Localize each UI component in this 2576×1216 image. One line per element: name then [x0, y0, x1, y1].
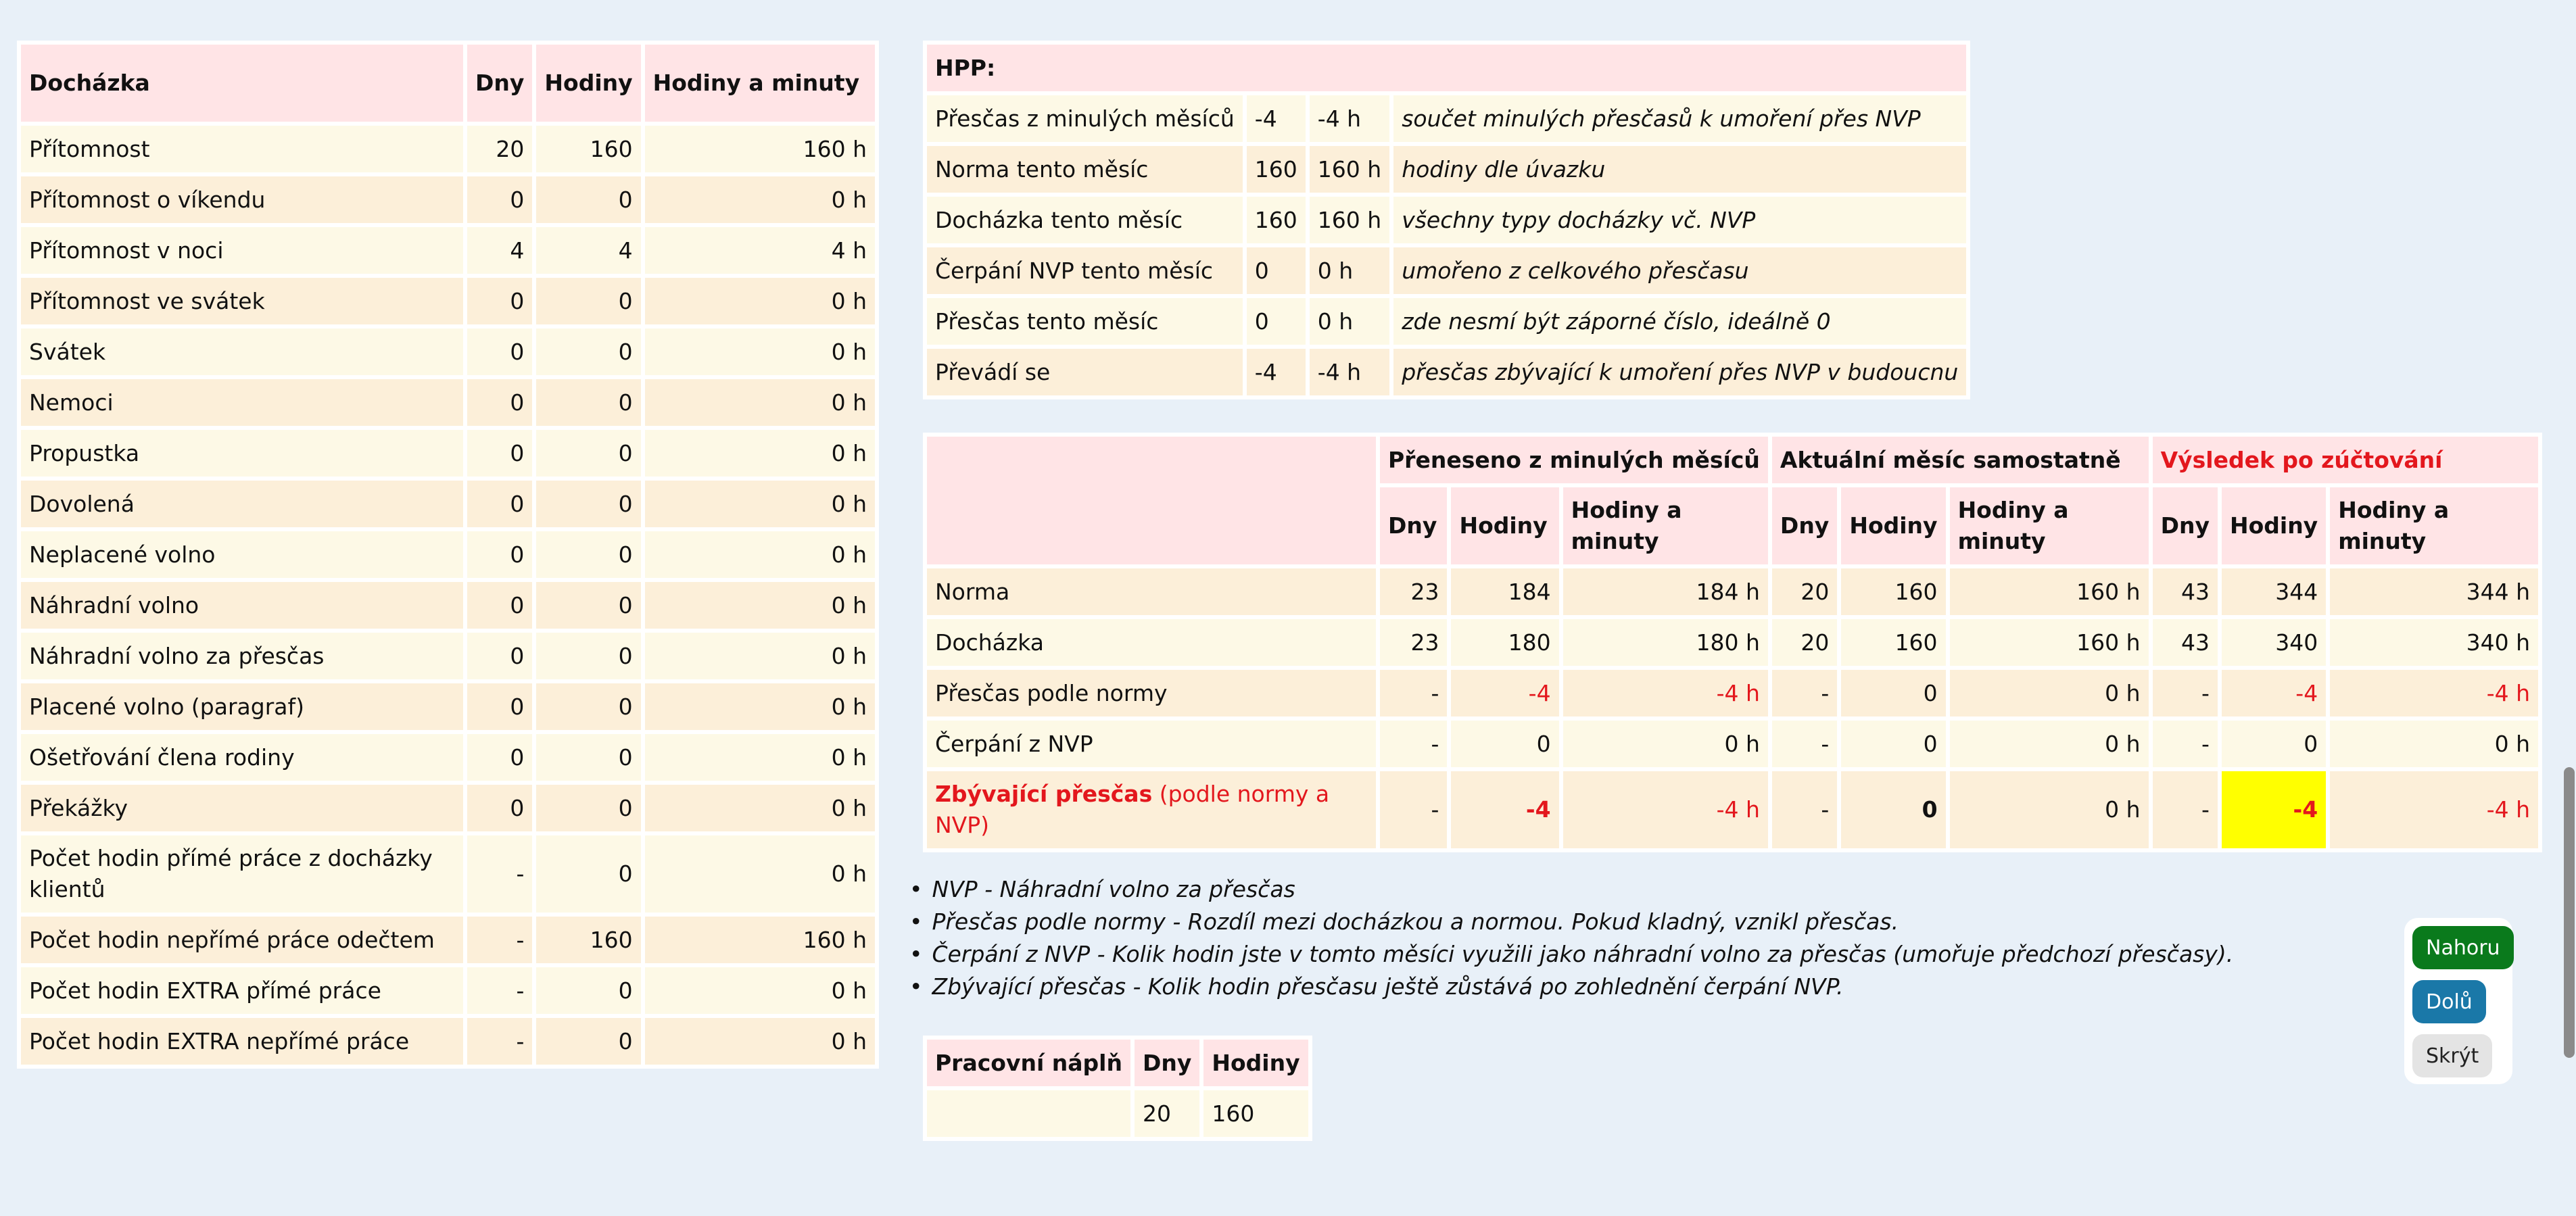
summary-group-result: Výsledek po zúčtování [2153, 437, 2538, 483]
attendance-row [21, 917, 875, 963]
workload-row [927, 1090, 1308, 1137]
summary-cell: 20 [1772, 619, 1837, 666]
remaining-label-bold: Zbývající přesčas [935, 781, 1153, 807]
attendance-header-hours: Hodiny [536, 45, 640, 122]
attendance-hm: 0 h [645, 582, 875, 629]
hpp-note: zde nesmí být záporné číslo, ideálně 0 [1393, 298, 1966, 345]
attendance-row [21, 126, 875, 172]
attendance-hm: 0 h [645, 734, 875, 781]
attendance-label: Přítomnost [21, 126, 463, 172]
summary-cell: 43 [2153, 619, 2218, 666]
summary-row [927, 568, 2538, 615]
summary-cell: 0 h [1950, 771, 2149, 848]
attendance-label: Přítomnost o víkendu [21, 176, 463, 223]
attendance-hm: 0 h [645, 967, 875, 1014]
attendance-days: 0 [467, 430, 532, 477]
workload-header-hours: Hodiny [1203, 1040, 1308, 1086]
attendance-label: Počet hodin nepřímé práce odečtem [21, 917, 463, 963]
summary-cell: 0 h [1950, 721, 2149, 767]
summary-label: Čerpání z NVP [927, 721, 1376, 767]
attendance-row [21, 633, 875, 679]
hpp-value: -4 [1247, 349, 1306, 395]
summary-cell: 184 [1451, 568, 1558, 615]
attendance-hm: 0 h [645, 430, 875, 477]
attendance-row [21, 734, 875, 781]
attendance-row [21, 582, 875, 629]
summary-corner [927, 437, 1376, 564]
summary-sub-hours: Hodiny [1841, 487, 1945, 564]
scroll-up-button[interactable]: Nahoru [2412, 926, 2514, 969]
summary-cell: -4 [2222, 771, 2326, 848]
attendance-hm: 0 h [645, 683, 875, 730]
attendance-days: 0 [467, 278, 532, 324]
attendance-hm: 0 h [645, 329, 875, 375]
summary-cell: 20 [1772, 568, 1837, 615]
summary-cell: 344 h [2330, 568, 2538, 615]
summary-cell: 0 [1841, 670, 1945, 716]
scrollbar-thumb[interactable] [2564, 767, 2575, 1058]
remaining-label-rest: (podle normy a NVP) [935, 781, 1330, 838]
attendance-days: 0 [467, 683, 532, 730]
summary-cell: 180 h [1563, 619, 1768, 666]
summary-label: Norma [927, 568, 1376, 615]
legend-item: • Zbývající přesčas - Kolik hodin přesčasu ještě zůstává po zohlednění čerpání NVP. [909, 971, 2233, 1003]
hpp-label: Přesčas tento měsíc [927, 298, 1243, 345]
summary-cell: 180 [1451, 619, 1558, 666]
attendance-hours: 0 [536, 278, 640, 324]
legend-item: • NVP - Náhradní volno za přesčas [909, 873, 2233, 906]
workload-label [927, 1090, 1130, 1137]
summary-sub-days: Dny [1380, 487, 1447, 564]
summary-cell: 160 [1841, 619, 1945, 666]
attendance-row [21, 967, 875, 1014]
hpp-hours: 0 h [1310, 298, 1389, 345]
hpp-value: 0 [1247, 298, 1306, 345]
attendance-label: Nemoci [21, 379, 463, 426]
attendance-hm: 160 h [645, 126, 875, 172]
attendance-hours: 0 [536, 531, 640, 578]
attendance-days: 0 [467, 633, 532, 679]
attendance-days: - [467, 835, 532, 913]
attendance-row [21, 227, 875, 274]
hpp-table [923, 41, 1970, 399]
attendance-row [21, 683, 875, 730]
summary-cell: 340 h [2330, 619, 2538, 666]
hpp-row [927, 298, 1966, 345]
hpp-value: 0 [1247, 247, 1306, 294]
hpp-hours: 160 h [1310, 197, 1389, 243]
summary-cell: 160 h [1950, 568, 2149, 615]
attendance-row [21, 379, 875, 426]
attendance-row [21, 430, 875, 477]
attendance-label: Přítomnost v noci [21, 227, 463, 274]
hpp-row [927, 146, 1966, 193]
attendance-days: - [467, 917, 532, 963]
summary-row [927, 619, 2538, 666]
summary-label: Přesčas podle normy [927, 670, 1376, 716]
hpp-label: Norma tento měsíc [927, 146, 1243, 193]
attendance-hours: 0 [536, 176, 640, 223]
hide-nav-button[interactable]: Skrýt [2412, 1034, 2492, 1077]
workload-header-label: Pracovní náplň [927, 1040, 1130, 1086]
scrollbar-track[interactable] [2561, 0, 2576, 1216]
attendance-hours: 0 [536, 785, 640, 831]
hpp-hours: -4 h [1310, 95, 1389, 142]
summary-cell: 23 [1380, 619, 1447, 666]
summary-cell: 0 h [1950, 670, 2149, 716]
attendance-hm: 0 h [645, 481, 875, 527]
attendance-table [17, 41, 879, 1069]
legend-list [909, 873, 2233, 1003]
legend-item: • Přesčas podle normy - Rozdíl mezi docházkou a normou. Pokud kladný, vznikl přesčas. [909, 906, 2233, 938]
attendance-days: 0 [467, 734, 532, 781]
attendance-hours: 0 [536, 430, 640, 477]
summary-cell: -4 h [1563, 771, 1768, 848]
attendance-row [21, 785, 875, 831]
attendance-hours: 0 [536, 633, 640, 679]
summary-sub-hm: Hodiny a minuty [1950, 487, 2149, 564]
attendance-header-label: Docházka [21, 45, 463, 122]
attendance-header-hm: Hodiny a minuty [645, 45, 875, 122]
summary-cell: - [1772, 721, 1837, 767]
summary-sub-hours: Hodiny [1451, 487, 1558, 564]
summary-cell: - [1380, 670, 1447, 716]
hpp-row [927, 95, 1966, 142]
summary-sub-days: Dny [2153, 487, 2218, 564]
hpp-row [927, 349, 1966, 395]
attendance-label: Placené volno (paragraf) [21, 683, 463, 730]
summary-cell: 0 [2222, 721, 2326, 767]
hpp-label: Docházka tento měsíc [927, 197, 1243, 243]
workload-header-days: Dny [1135, 1040, 1199, 1086]
attendance-row [21, 278, 875, 324]
summary-sub-hm: Hodiny a minuty [1563, 487, 1768, 564]
attendance-label: Počet hodin EXTRA nepřímé práce [21, 1018, 463, 1065]
scroll-down-button[interactable]: Dolů [2412, 980, 2486, 1023]
attendance-hours: 0 [536, 683, 640, 730]
attendance-days: 0 [467, 582, 532, 629]
attendance-days: 0 [467, 379, 532, 426]
summary-cell: 0 [1841, 721, 1945, 767]
legend-item: • Čerpání z NVP - Kolik hodin jste v tomto měsíci využili jako náhradní volno za přesčas (umořuje předchozí přesčasy). [909, 938, 2233, 971]
summary-cell: -4 h [2330, 670, 2538, 716]
hpp-label: Přesčas z minulých měsíců [927, 95, 1243, 142]
hpp-row [927, 247, 1966, 294]
summary-cell: 160 [1841, 568, 1945, 615]
attendance-hours: 0 [536, 967, 640, 1014]
summary-cell: - [1772, 771, 1837, 848]
attendance-label: Náhradní volno [21, 582, 463, 629]
scroll-nav-panel [2404, 918, 2512, 1084]
hpp-value: 160 [1247, 146, 1306, 193]
summary-cell: 23 [1380, 568, 1447, 615]
summary-cell: - [1772, 670, 1837, 716]
summary-label: Docházka [927, 619, 1376, 666]
attendance-hours: 0 [536, 329, 640, 375]
attendance-hm: 0 h [645, 1018, 875, 1065]
attendance-row [21, 835, 875, 913]
attendance-hours: 0 [536, 734, 640, 781]
summary-row [927, 670, 2538, 716]
summary-cell: 0 [1841, 771, 1945, 848]
attendance-label: Přítomnost ve svátek [21, 278, 463, 324]
summary-cell: 344 [2222, 568, 2326, 615]
attendance-hm: 0 h [645, 785, 875, 831]
workload-days: 20 [1135, 1090, 1199, 1137]
hpp-header-row [927, 45, 1966, 91]
summary-label [927, 771, 1376, 848]
summary-cell: - [1380, 721, 1447, 767]
attendance-hours: 4 [536, 227, 640, 274]
summary-cell: -4 h [1563, 670, 1768, 716]
summary-cell: -4 [2222, 670, 2326, 716]
attendance-label: Svátek [21, 329, 463, 375]
attendance-days: 0 [467, 481, 532, 527]
attendance-hours: 0 [536, 379, 640, 426]
attendance-days: 0 [467, 785, 532, 831]
attendance-hm: 0 h [645, 176, 875, 223]
attendance-header-row [21, 45, 875, 122]
summary-sub-days: Dny [1772, 487, 1837, 564]
attendance-hours: 0 [536, 582, 640, 629]
attendance-days: - [467, 1018, 532, 1065]
attendance-hm: 0 h [645, 531, 875, 578]
summary-cell: - [2153, 670, 2218, 716]
workload-header-row [927, 1040, 1308, 1086]
hpp-note: hodiny dle úvazku [1393, 146, 1966, 193]
attendance-hours: 160 [536, 917, 640, 963]
summary-group-row [927, 437, 2538, 483]
summary-cell: - [2153, 721, 2218, 767]
attendance-hours: 0 [536, 1018, 640, 1065]
summary-row-remaining [927, 771, 2538, 848]
attendance-row [21, 329, 875, 375]
hpp-value: 160 [1247, 197, 1306, 243]
hpp-note: součet minulých přesčasů k umoření přes NVP [1393, 95, 1966, 142]
hpp-value: -4 [1247, 95, 1306, 142]
attendance-hm: 0 h [645, 633, 875, 679]
attendance-days: 4 [467, 227, 532, 274]
attendance-label: Neplacené volno [21, 531, 463, 578]
hpp-title: HPP: [927, 45, 1966, 91]
attendance-days: 0 [467, 531, 532, 578]
summary-cell: 0 h [1563, 721, 1768, 767]
attendance-label: Ošetřování člena rodiny [21, 734, 463, 781]
summary-sub-hm: Hodiny a minuty [2330, 487, 2538, 564]
summary-cell: 184 h [1563, 568, 1768, 615]
attendance-hours: 0 [536, 481, 640, 527]
attendance-hm: 0 h [645, 379, 875, 426]
hpp-hours: 0 h [1310, 247, 1389, 294]
overtime-summary-table [923, 433, 2542, 852]
summary-group-carried: Přeneseno z minulých měsíců [1380, 437, 1768, 483]
attendance-hm: 0 h [645, 835, 875, 913]
attendance-days: 0 [467, 176, 532, 223]
summary-cell: 0 [1451, 721, 1558, 767]
attendance-label: Propustka [21, 430, 463, 477]
hpp-hours: -4 h [1310, 349, 1389, 395]
hpp-label: Převádí se [927, 349, 1243, 395]
attendance-row [21, 1018, 875, 1065]
hpp-note: všechny typy docházky vč. NVP [1393, 197, 1966, 243]
attendance-hours: 0 [536, 835, 640, 913]
attendance-label: Náhradní volno za přesčas [21, 633, 463, 679]
hpp-hours: 160 h [1310, 146, 1389, 193]
hpp-note: umořeno z celkového přesčasu [1393, 247, 1966, 294]
attendance-header-days: Dny [467, 45, 532, 122]
attendance-row [21, 531, 875, 578]
attendance-days: 20 [467, 126, 532, 172]
summary-row [927, 721, 2538, 767]
attendance-label: Počet hodin přímé práce z docházky klientů [21, 835, 463, 913]
attendance-row [21, 176, 875, 223]
attendance-hm: 4 h [645, 227, 875, 274]
summary-group-current: Aktuální měsíc samostatně [1772, 437, 2149, 483]
summary-cell: -4 [1451, 771, 1558, 848]
summary-cell: -4 [1451, 670, 1558, 716]
attendance-days: - [467, 967, 532, 1014]
summary-cell: -4 h [2330, 771, 2538, 848]
workload-hours: 160 [1203, 1090, 1308, 1137]
summary-cell: 43 [2153, 568, 2218, 615]
summary-cell: 0 h [2330, 721, 2538, 767]
attendance-hm: 160 h [645, 917, 875, 963]
attendance-days: 0 [467, 329, 532, 375]
attendance-row [21, 481, 875, 527]
attendance-label: Počet hodin EXTRA přímé práce [21, 967, 463, 1014]
hpp-label: Čerpání NVP tento měsíc [927, 247, 1243, 294]
attendance-hours: 160 [536, 126, 640, 172]
summary-cell: 160 h [1950, 619, 2149, 666]
workload-table [923, 1036, 1312, 1141]
summary-sub-hours: Hodiny [2222, 487, 2326, 564]
summary-cell: - [1380, 771, 1447, 848]
summary-cell: - [2153, 771, 2218, 848]
attendance-hm: 0 h [645, 278, 875, 324]
summary-cell: 340 [2222, 619, 2326, 666]
hpp-note: přesčas zbývající k umoření přes NVP v budoucnu [1393, 349, 1966, 395]
attendance-label: Dovolená [21, 481, 463, 527]
attendance-label: Překážky [21, 785, 463, 831]
hpp-row [927, 197, 1966, 243]
